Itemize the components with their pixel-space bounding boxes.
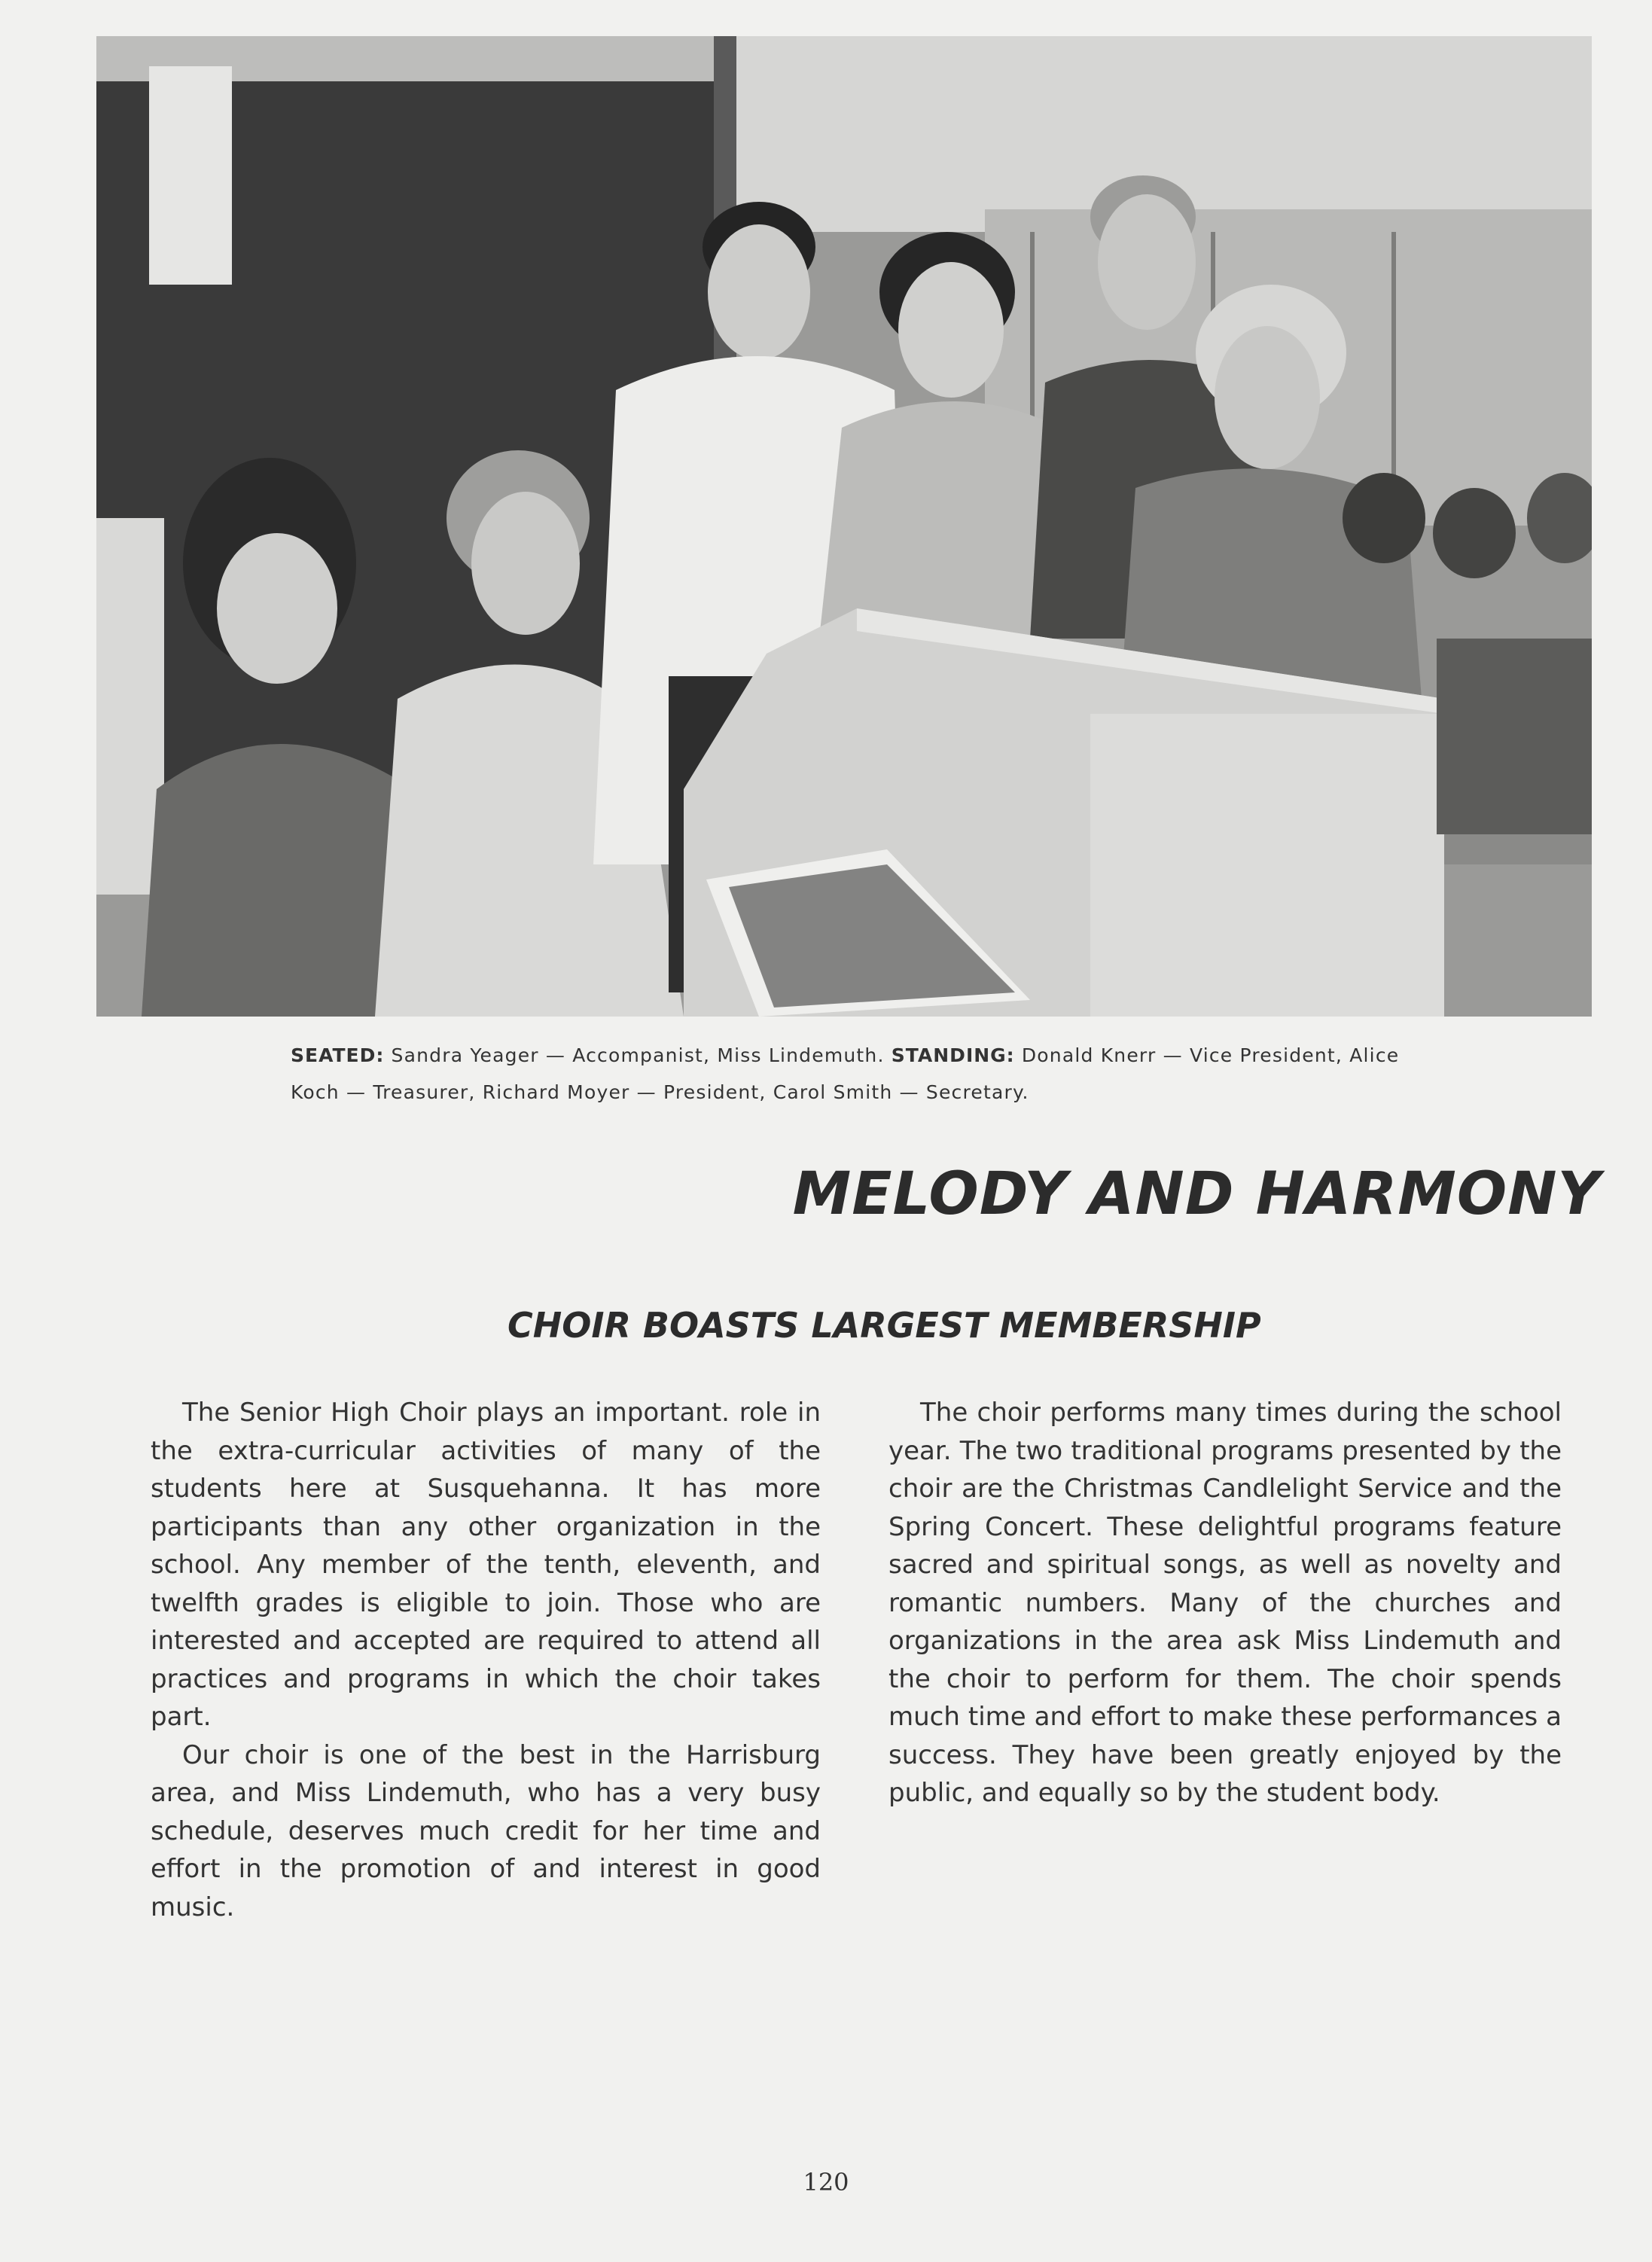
caption-standing-text: Donald Knerr — Vice President, Alice Koch — Treasurer, Richard Moyer — President, Carol Smith — Secretary. (291, 1044, 1400, 1103)
right-text-column (888, 1394, 1562, 1812)
caption-seated-label: SEATED: (291, 1044, 385, 1066)
page-number: 120 (803, 2168, 849, 2196)
paragraph: Our choir is one of the best in the Harrisburg area, and Miss Lindemuth, who has a very busy schedule, deserves much credit for her time and effort in the promotion of and interest in good music. (151, 1739, 821, 1922)
paragraph: The Senior High Choir plays an important. role in the extra-curricular activities of many of the students here at Susquehanna. It has more participants than any other organization in the school. Any member of the tenth, eleventh, and twelfth grades is eligible to join. Those who are interested and accepted are required to attend all practices and programs in which the choir takes part. (151, 1398, 821, 1732)
caption-seated-text: Sandra Yeager — Accompanist, Miss Lindemuth. (391, 1044, 885, 1066)
page-title: MELODY AND HARMONY (792, 1160, 1601, 1228)
left-text-column (151, 1394, 821, 1926)
caption-standing-label: STANDING: (891, 1044, 1015, 1066)
photo-caption (291, 1037, 1420, 1111)
paragraph: The choir performs many times during the school year. The two traditional programs presented by the choir are the Christmas Candlelight Service and the Spring Concert. These delightful programs feature sacred and spiritual songs, as well as novelty and romantic numbers. Many of the churches and organizations in the area ask Miss Lindemuth and the choir to perform for them. The choir spends much time and effort to make these performances a success. They have been greatly enjoyed by the public, and equally so by the student body. (888, 1398, 1562, 1808)
article-subtitle: CHOIR BOASTS LARGEST MEMBERSHIP (507, 1305, 1261, 1346)
photo-illustration (96, 36, 1592, 1017)
choir-officers-photo (96, 36, 1592, 1017)
